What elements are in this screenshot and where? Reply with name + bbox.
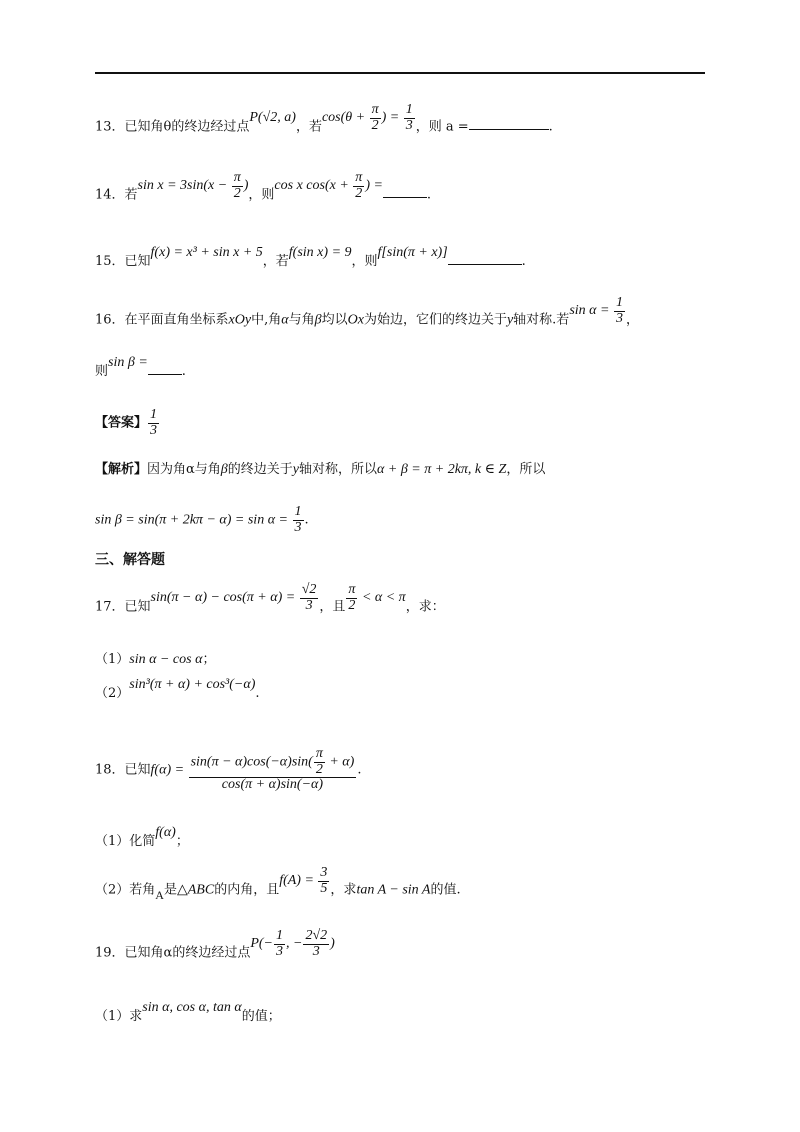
q16-expression: sin β = xyxy=(108,355,148,370)
analysis: 【解析】因为角α与角β的终边关于y轴对称，所以α + β = π + 2kπ, k ∈ Z，所以 xyxy=(95,462,546,477)
q17-range: $\frac{\pi}{2}$ < α < π xyxy=(348,582,406,613)
q13-point: P(√2, a) xyxy=(249,110,296,126)
question-13: 13．已知角θ的终边经过点P(√2, a)，若cos(θ + $\frac{\pi}{2}$ ) = $\frac{1}{3}$ ，则 a = . xyxy=(95,102,553,135)
q15-function: f(x) = x³ + sin x + 5 xyxy=(150,245,263,260)
analysis-derivation: sin β = sin(π + 2kπ − α) = sin α = xyxy=(95,512,292,528)
question-17: 17．已知sin(π − α) − cos(π + α) = $\frac{√2}{3}$ ，且 $\frac{\pi}{2}$ < α < π，求： xyxy=(95,582,445,615)
question-15: 15．已知f(x) = x³ + sin x + 5，若f(sin x) = 9，则f[sin(π + x)]. xyxy=(95,245,526,269)
q15-expression: f[sin(π + x)] xyxy=(377,245,448,260)
q19-point: P(− $\frac{1}{3}$ , − $\frac{2√2}{3}$ ) xyxy=(250,928,335,959)
analysis-label: 【解析】 xyxy=(95,462,148,477)
q14-expression: cos x cos(x + $\frac{\pi}{2}$ ) = xyxy=(274,170,383,201)
q13-text: 13．已知角θ的终边经过点 xyxy=(95,119,250,135)
q18-fraction: sin(π − α)cos(−α)sin( $\frac{\pi}{2}$ + α) cos(π + α)sin(−α) xyxy=(190,746,355,793)
q19-part1: （1）求sin α, cos α, tan α的值； xyxy=(95,1000,281,1024)
q14-condition: sin x = 3sin(x − $\frac{\pi}{2}$ ) xyxy=(137,170,249,201)
question-14: 14．若sin x = 3sin(x − $\frac{\pi}{2}$ )，则cos x cos(x + $\frac{\pi}{2}$ ) =. xyxy=(95,170,432,203)
question-16: 16．在平面直角坐标系xOy中,角α与角β均以Ox为始边，它们的终边关于y轴对称.若sin α = $\frac{1}{3}$ ， xyxy=(95,295,639,328)
q13-condition: cos(θ + $\frac{\pi}{2}$ ) = $\frac{1}{3}$ xyxy=(321,102,413,133)
q16-condition: sin α = $\frac{1}{3}$ xyxy=(569,295,623,326)
answer xyxy=(95,408,160,438)
question-18: 18．已知f(α) = sin(π − α)cos(−α)sin( $\frac{\pi}{2}$ + α) cos(π + α)sin(−α) . xyxy=(95,746,362,793)
q17-part2: （2）sin³(π + α) + cos³(−α). xyxy=(95,677,260,701)
question-16-line2: 则sin β =. xyxy=(95,355,186,379)
header-rule xyxy=(95,72,705,74)
q13-answer-blank[interactable] xyxy=(469,128,549,130)
q17-part1: （1）sin α − cos α； xyxy=(95,652,216,667)
q18-condition: f(A) = $\frac{3}{5}$ xyxy=(279,865,328,896)
q14-answer-blank[interactable] xyxy=(383,196,427,198)
q16-answer-blank[interactable] xyxy=(148,373,182,375)
q15-answer-blank[interactable] xyxy=(448,263,522,265)
q17-condition: sin(π − α) − cos(π + α) = $\frac{√2}{3}$ xyxy=(150,582,317,613)
q18-part2: （2）若角A是△ABC的内角，且f(A) = $\frac{3}{5}$ ，求tan A − sin A的值. xyxy=(95,865,461,903)
analysis-formula: α + β = π + 2kπ, k ∈ Z xyxy=(377,462,507,477)
q18-part1: （1）化简f(α)； xyxy=(95,825,189,849)
q15-condition: f(sin x) = 9 xyxy=(288,245,352,260)
question-19: 19．已知角α的终边经过点P(− $\frac{1}{3}$ , − $\frac{2√2}{3}$ ) xyxy=(95,928,335,961)
answer-value: $\frac{1}{3}$ xyxy=(150,407,158,438)
answer-label: 【答案】 xyxy=(95,415,148,431)
section-title: 三、解答题 xyxy=(95,552,165,568)
analysis-line2: sin β = sin(π + 2kπ − α) = sin α = $\frac{1}{3}$ . xyxy=(95,504,309,535)
